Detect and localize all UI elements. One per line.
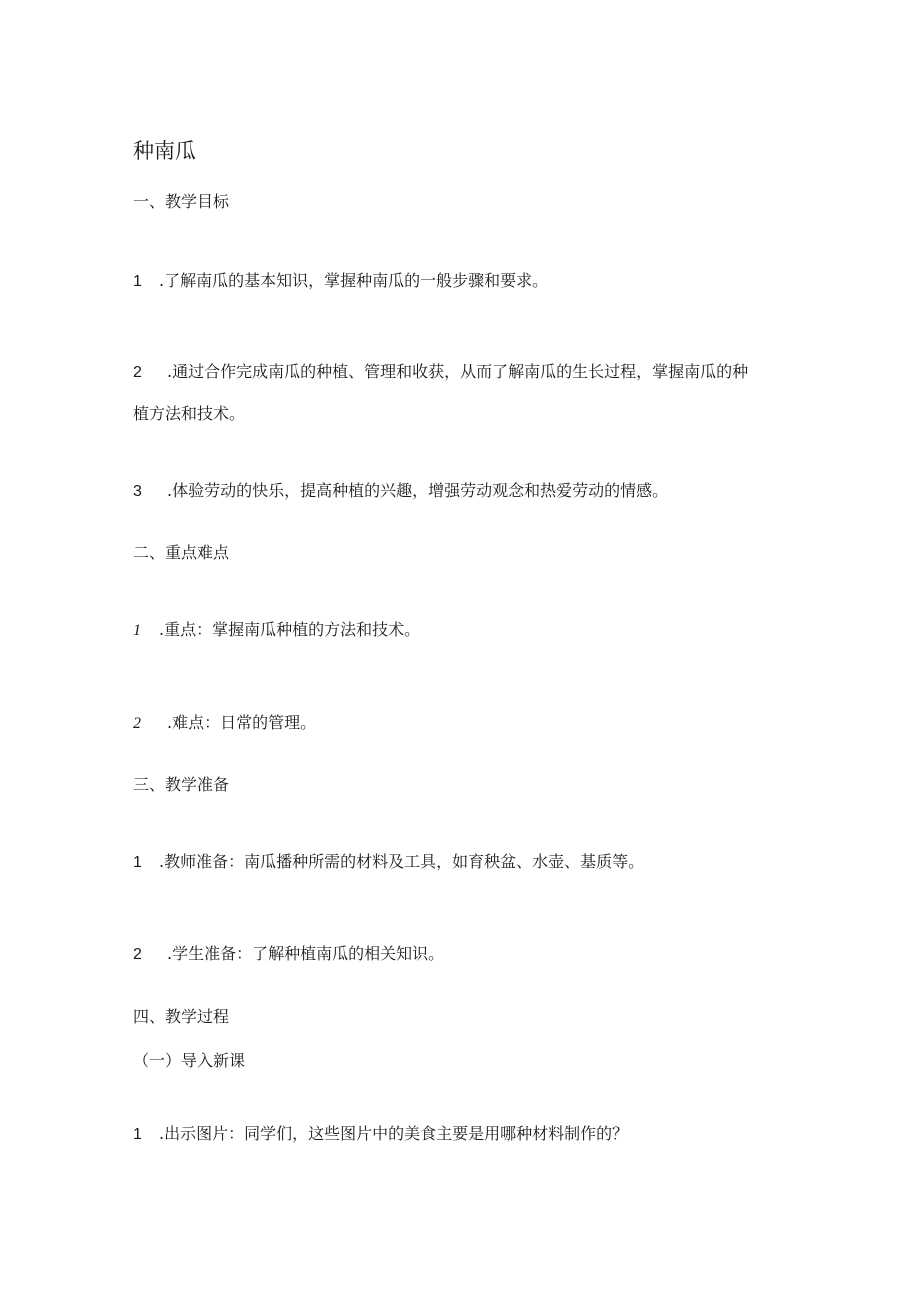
section-heading-process: 四、教学过程 bbox=[133, 1007, 230, 1026]
goal-item-1 bbox=[133, 271, 548, 292]
item-number: 2 bbox=[133, 715, 141, 732]
process-item-1 bbox=[133, 1124, 628, 1145]
item-number: 1 bbox=[133, 1126, 142, 1143]
prep-item-2 bbox=[133, 944, 444, 965]
subsection-heading-intro: （一）导入新课 bbox=[133, 1051, 246, 1070]
document-title: 种南瓜 bbox=[133, 139, 196, 163]
item-text: .了解南瓜的基本知识，掌握种南瓜的一般步骤和要求。 bbox=[159, 271, 549, 290]
item-number: 2 bbox=[133, 364, 142, 381]
item-text: .学生准备：了解种植南瓜的相关知识。 bbox=[167, 944, 445, 963]
section-heading-goals: 一、教学目标 bbox=[133, 192, 230, 211]
item-text: .教师准备：南瓜播种所需的材料及工具，如育秧盆、水壶、基质等。 bbox=[159, 852, 645, 871]
section-heading-prep: 三、教学准备 bbox=[133, 775, 230, 794]
item-text: .难点：日常的管理。 bbox=[167, 713, 317, 732]
keypoint-item-1 bbox=[133, 620, 420, 641]
item-number: 1 bbox=[133, 273, 142, 290]
item-text: .重点：掌握南瓜种植的方法和技术。 bbox=[159, 620, 421, 639]
goal-item-2 bbox=[133, 362, 748, 383]
item-text: .通过合作完成南瓜的种植、管理和收获，从而了解南瓜的生长过程，掌握南瓜的种 bbox=[167, 362, 749, 381]
keypoint-item-2 bbox=[133, 713, 316, 734]
item-number: 3 bbox=[133, 483, 142, 500]
section-heading-keypoints: 二、重点难点 bbox=[133, 543, 230, 562]
item-text: .出示图片：同学们，这些图片中的美食主要是用哪种材料制作的？ bbox=[159, 1124, 629, 1143]
item-number: 2 bbox=[133, 946, 142, 963]
goal-item-2-continuation: 植方法和技术。 bbox=[133, 404, 246, 423]
item-number: 1 bbox=[133, 622, 141, 639]
item-text: .体验劳动的快乐，提高种植的兴趣，增强劳动观念和热爱劳动的情感。 bbox=[167, 481, 669, 500]
prep-item-1 bbox=[133, 852, 644, 873]
goal-item-3 bbox=[133, 481, 668, 502]
item-number: 1 bbox=[133, 854, 142, 871]
